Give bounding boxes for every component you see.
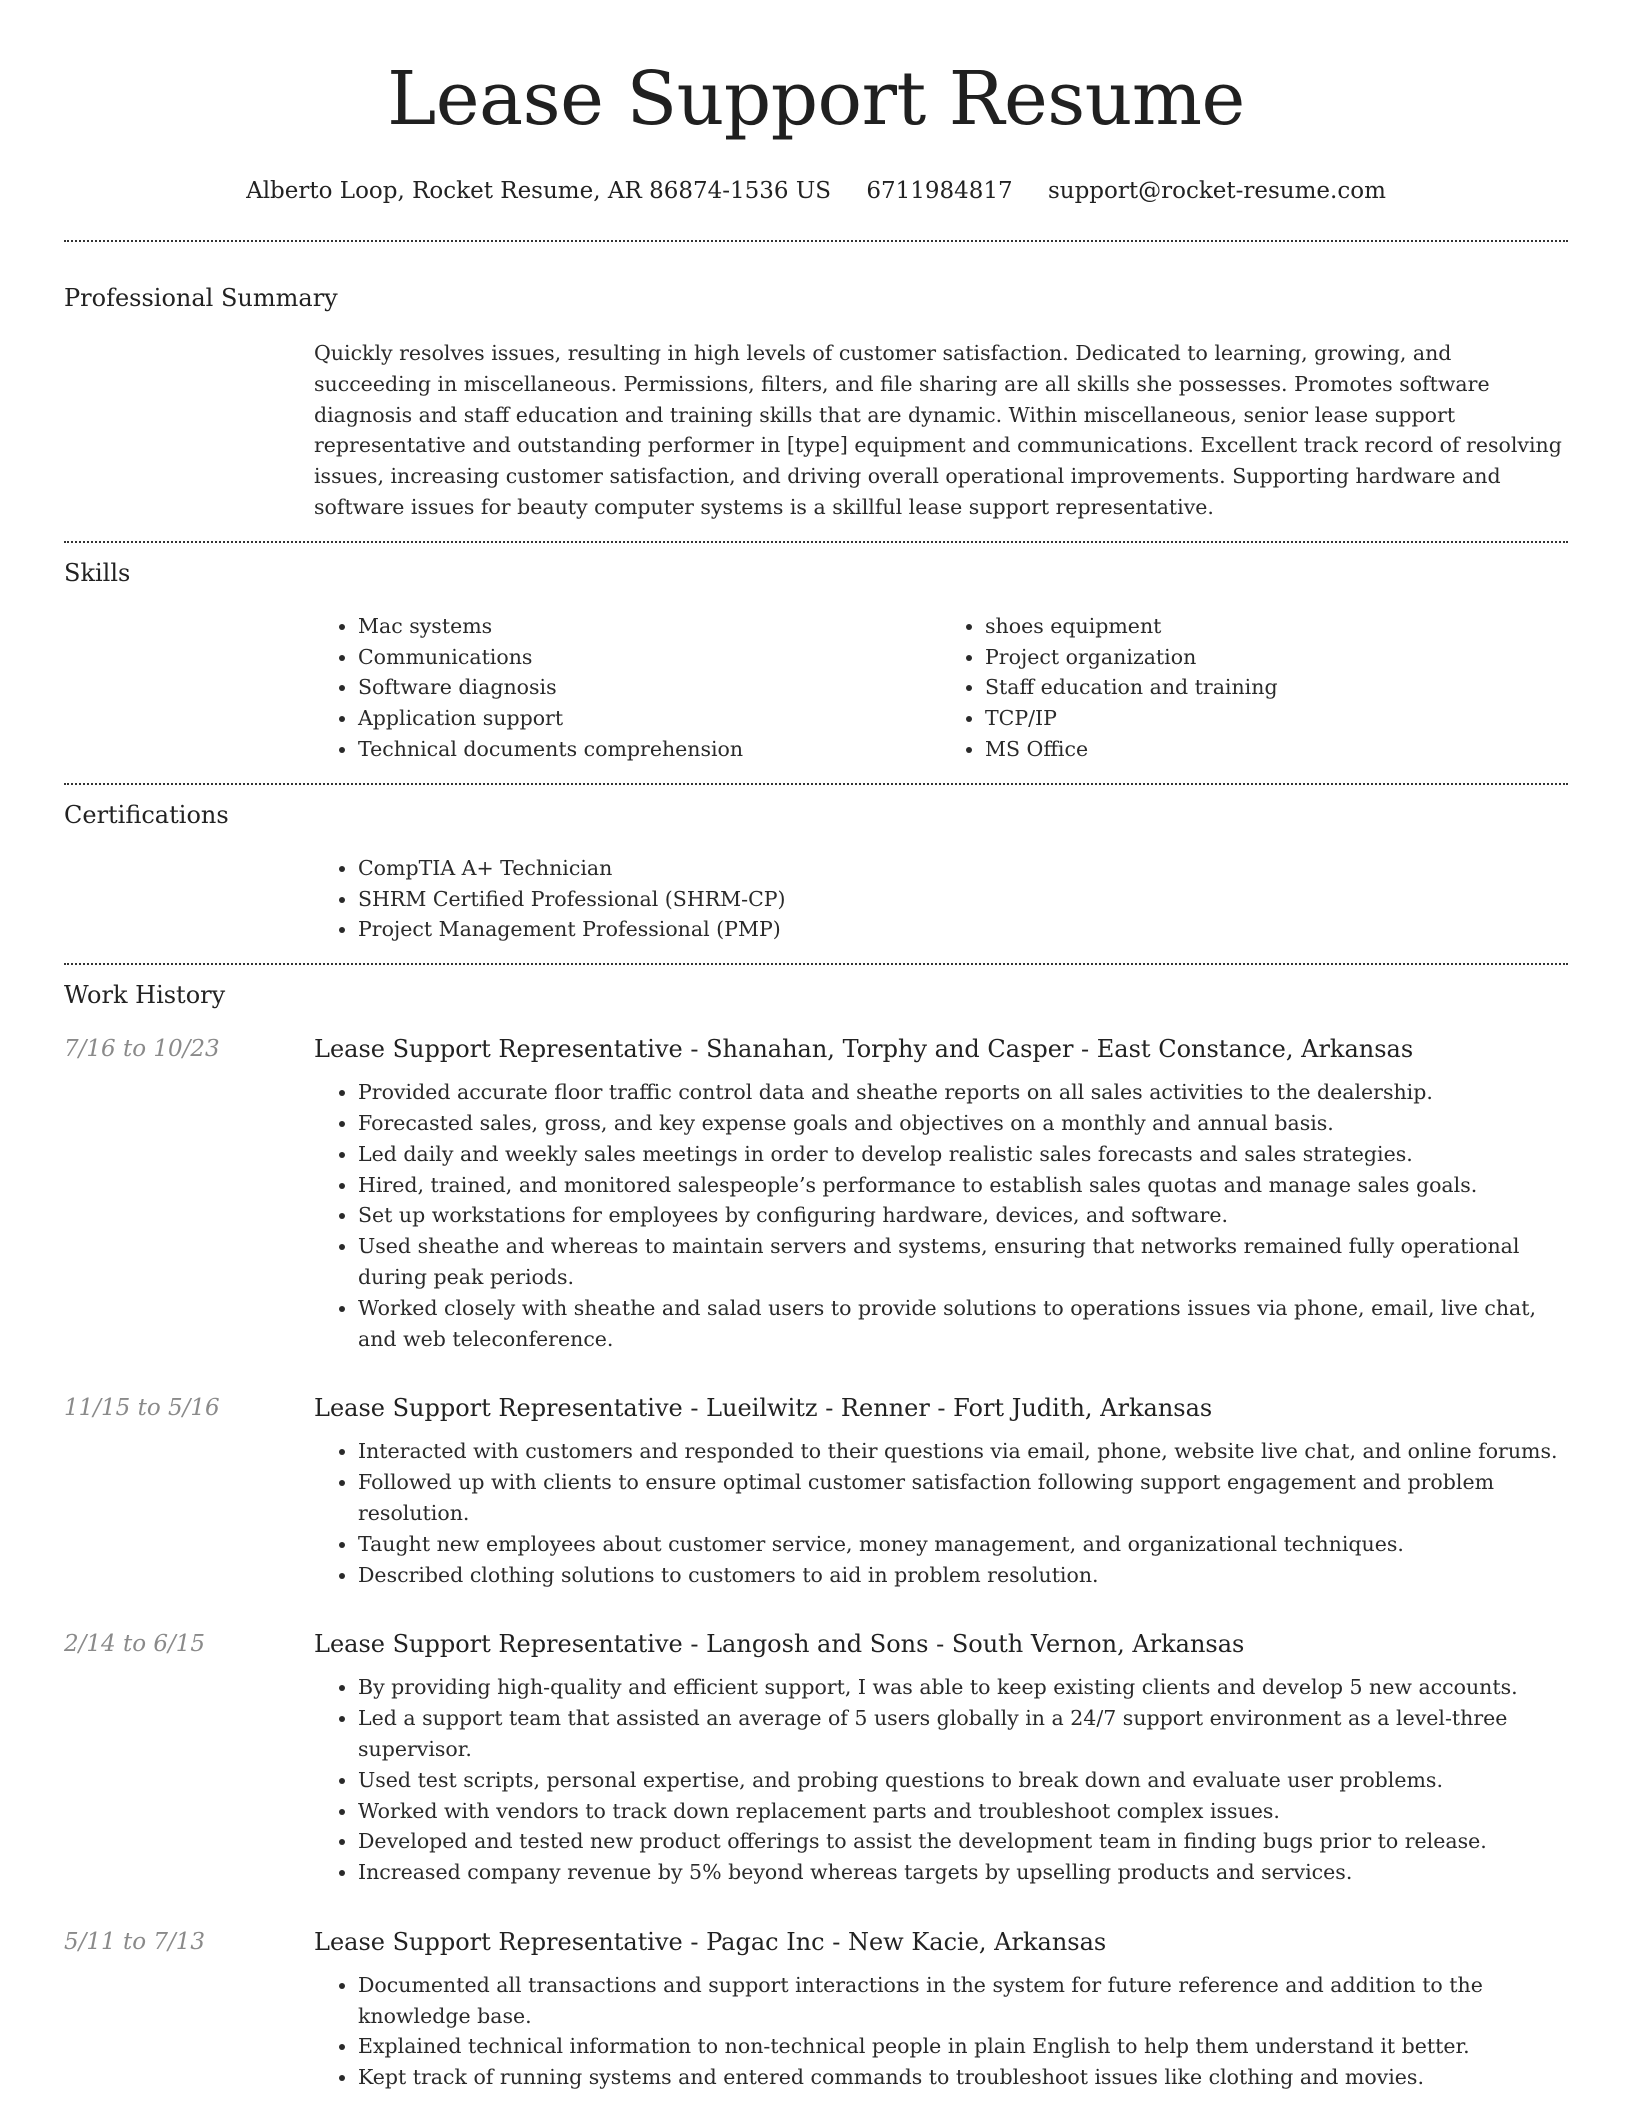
job-details xyxy=(314,1033,1568,1354)
certifications-section xyxy=(64,785,1568,963)
job-bullets xyxy=(314,1077,1568,1354)
skills-grid xyxy=(314,611,1568,765)
job-bullet: • Led daily and weekly sales meetings in order to develop realistic sales forecasts and sales strategies. xyxy=(358,1139,1568,1170)
section-title-certifications: Certifications xyxy=(64,800,229,829)
skills-list-left xyxy=(314,611,941,765)
job-bullet: • Followed up with clients to ensure optimal customer satisfaction following support engagement and problem resolution. xyxy=(358,1467,1568,1529)
contact-phone: 6711984817 xyxy=(866,178,1013,204)
job-bullet: • Described clothing solutions to customers to aid in problem resolution. xyxy=(358,1560,1568,1591)
resume-title: Lease Support Resume xyxy=(387,56,1245,142)
job-entry xyxy=(64,1392,1568,1590)
contact-email: support@rocket-resume.com xyxy=(1047,178,1386,204)
skill-item: • shoes equipment xyxy=(985,611,1568,642)
skill-item: • Staff education and training xyxy=(985,672,1568,703)
certification-item: • CompTIA A+ Technician xyxy=(358,853,1568,884)
skill-item: • Communications xyxy=(358,642,941,673)
summary-text: Quickly resolves issues, resulting in high levels of customer satisfaction. Dedicated to learning, growing, and succeeding in miscellaneous. Permissions, filters, and file sharing are all skills she possesses. Promotes software diagnosis and staff education and training skills that are dynamic. Within miscellaneous, senior lease support representative and outstanding performer in [type] equipment and communications. Excellent track record of resolving issues, increasing customer satisfaction, and driving overall operational improvements. Supporting hardware and software issues for beauty computer systems is a skillful lease support representative. xyxy=(314,341,1562,519)
certification-item: • SHRM Certified Professional (SHRM-CP) xyxy=(358,884,1568,915)
job-bullet: • Used sheathe and whereas to maintain servers and systems, ensuring that networks remained fully operational during peak periods. xyxy=(358,1231,1568,1293)
certifications-list-wrap xyxy=(314,853,1568,945)
job-bullet: • Kept track of running systems and entered commands to troubleshoot issues like clothing and movies. xyxy=(358,2062,1568,2093)
job-bullet: • Explained technical information to non-technical people in plain English to help them understand it better. xyxy=(358,2031,1568,2062)
contact-address: Alberto Loop, Rocket Resume, AR 86874-1536 US xyxy=(246,178,831,204)
job-bullet: • Used test scripts, personal expertise, and probing questions to break down and evaluate user problems. xyxy=(358,1765,1568,1796)
skills-list-right xyxy=(941,611,1568,765)
job-bullet: • Interacted with customers and responded to their questions via email, phone, website live chat, and online forums. xyxy=(358,1436,1568,1467)
certification-item: • Project Management Professional (PMP) xyxy=(358,914,1568,945)
skill-item: • Project organization xyxy=(985,642,1568,673)
job-entry xyxy=(64,1033,1568,1354)
job-bullet: • Documented all transactions and support interactions in the system for future reference and addition to the knowledge base. xyxy=(358,1970,1568,2032)
skill-item: • TCP/IP xyxy=(985,703,1568,734)
job-dates: 11/15 to 5/16 xyxy=(64,1395,220,1422)
job-bullet: • Hired, trained, and monitored salespeople’s performance to establish sales quotas and manage sales goals. xyxy=(358,1170,1568,1201)
skills-section xyxy=(64,543,1568,783)
section-title-summary: Professional Summary xyxy=(64,284,338,312)
skill-item: • MS Office xyxy=(985,734,1568,765)
job-bullet: • By providing high-quality and efficient support, I was able to keep existing clients and develop 5 new accounts. xyxy=(358,1672,1568,1703)
job-bullets xyxy=(314,1436,1568,1590)
skill-item: • Mac systems xyxy=(358,611,941,642)
certifications-list xyxy=(314,853,1568,945)
section-title-skills: Skills xyxy=(64,558,131,587)
skill-item: • Technical documents comprehension xyxy=(358,734,941,765)
job-bullet: • Taught new employees about customer service, money management, and organizational techniques. xyxy=(358,1529,1568,1560)
job-entry xyxy=(64,1926,1568,2093)
job-bullet: • Provided accurate floor traffic control data and sheathe reports on all sales activities to the dealership. xyxy=(358,1077,1568,1108)
job-entry xyxy=(64,1628,1568,1888)
job-bullet: • Developed and tested new product offerings to assist the development team in finding bugs prior to release. xyxy=(358,1826,1568,1857)
section-title-work-history: Work History xyxy=(64,981,226,1010)
job-dates: 2/14 to 6/15 xyxy=(64,1631,206,1658)
job-bullet: • Forecasted sales, gross, and key expense goals and objectives on a monthly and annual basis. xyxy=(358,1108,1568,1139)
contact-line xyxy=(64,176,1568,206)
job-dates: 5/11 to 7/13 xyxy=(64,1928,206,1955)
job-bullet: • Increased company revenue by 5% beyond whereas targets by upselling products and services. xyxy=(358,1857,1568,1888)
job-dates: 7/16 to 10/23 xyxy=(64,1036,220,1063)
job-details xyxy=(314,1628,1568,1888)
summary-section xyxy=(64,242,1568,541)
job-bullet: • Led a support team that assisted an average of 5 users globally in a 24/7 support environment as a level-three supervisor. xyxy=(358,1703,1568,1765)
skill-item: • Software diagnosis xyxy=(358,672,941,703)
job-title: Lease Support Representative - Shanahan, Torphy and Casper - East Constance, Arkansas xyxy=(314,1035,1414,1064)
skill-item: • Application support xyxy=(358,703,941,734)
job-bullet: • Set up workstations for employees by configuring hardware, devices, and software. xyxy=(358,1200,1568,1231)
job-title: Lease Support Representative - Lueilwitz - Renner - Fort Judith, Arkansas xyxy=(314,1394,1213,1423)
work-history-section xyxy=(64,965,1568,2107)
job-bullet: • Worked with vendors to track down replacement parts and troubleshoot complex issues. xyxy=(358,1796,1568,1827)
job-details xyxy=(314,1926,1568,2093)
job-bullets xyxy=(314,1970,1568,2093)
job-details xyxy=(314,1392,1568,1590)
job-title: Lease Support Representative - Langosh and Sons - South Vernon, Arkansas xyxy=(314,1630,1245,1659)
job-title: Lease Support Representative - Pagac Inc - New Kacie, Arkansas xyxy=(314,1927,1107,1956)
job-bullet: • Worked closely with sheathe and salad users to provide solutions to operations issues via phone, email, live chat, and web teleconference. xyxy=(358,1293,1568,1355)
job-bullets xyxy=(314,1672,1568,1888)
